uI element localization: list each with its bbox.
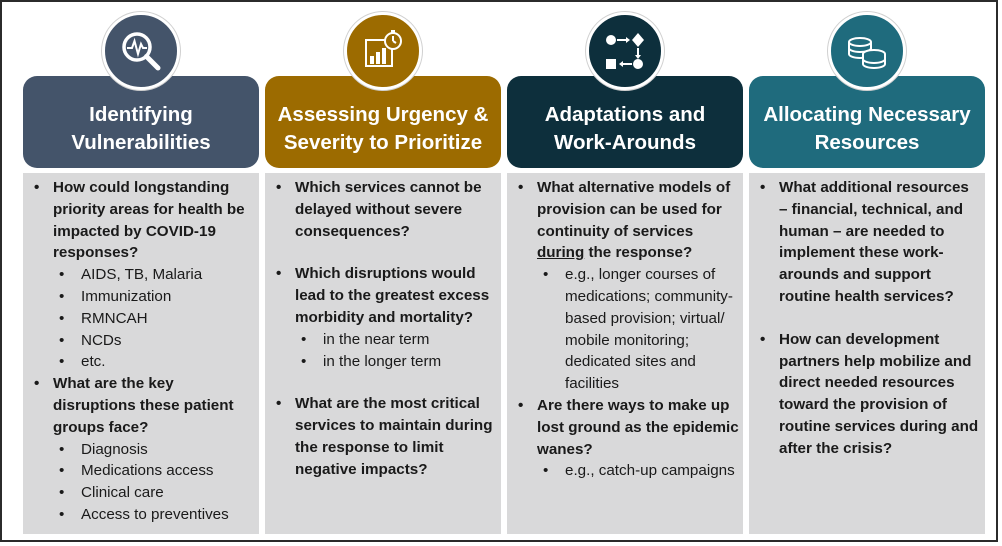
question-text: Which disruptions would lead to the greatest excess morbidity and mortality? bbox=[295, 265, 490, 326]
question-item bbox=[271, 393, 497, 480]
header-line: Vulnerabilities bbox=[71, 131, 211, 154]
question-text: What are the key disruptions these patient groups face? bbox=[53, 375, 234, 436]
sub-item: • etc. bbox=[53, 351, 255, 373]
header-line: Identifying bbox=[89, 103, 193, 126]
question-item bbox=[755, 177, 981, 308]
header-line: Allocating Necessary bbox=[763, 103, 971, 126]
question-item bbox=[271, 177, 497, 242]
sub-item: • Diagnosis bbox=[53, 439, 255, 461]
magnifier-pulse-icon bbox=[102, 12, 180, 90]
question-item bbox=[755, 329, 981, 460]
header-line: Severity to Prioritize bbox=[283, 131, 483, 154]
sub-item: • Clinical care bbox=[53, 482, 255, 504]
question-text: What alternative models of provision can be used for continuity of services bbox=[537, 179, 731, 240]
sub-item: • Immunization bbox=[53, 286, 255, 308]
stopwatch-chart-icon bbox=[344, 12, 422, 90]
question-text: How can development partners help mobilize and direct needed resources toward the provision of routine services during and after the crisis? bbox=[779, 330, 979, 457]
process-flow-icon bbox=[586, 12, 664, 90]
sub-item: • RMNCAH bbox=[53, 308, 255, 330]
question-text: the response? bbox=[584, 244, 693, 262]
spacer bbox=[271, 372, 497, 393]
underlined-word: during bbox=[537, 244, 585, 262]
header-line: Assessing Urgency & bbox=[277, 103, 489, 126]
column-body bbox=[265, 173, 501, 534]
column-assessing-urgency bbox=[265, 0, 501, 546]
sub-item: • Access to preventives bbox=[53, 504, 255, 526]
question-text: Which services cannot be delayed without severe consequences? bbox=[295, 179, 482, 240]
column-allocating-resources bbox=[749, 0, 985, 546]
sub-item: • e.g., longer courses of medications; community-based provision; virtual/ mobile monitoring; dedicated sites and facilities bbox=[537, 264, 739, 395]
column-body bbox=[749, 173, 985, 534]
spacer bbox=[755, 308, 981, 329]
question-item bbox=[29, 373, 255, 526]
question-text: Are there ways to make up lost ground as the epidemic wanes? bbox=[537, 396, 739, 458]
question-text: How could longstanding priority areas for health be impacted by COVID-19 responses? bbox=[53, 179, 245, 262]
column-body bbox=[507, 173, 743, 534]
sub-item: • AIDS, TB, Malaria bbox=[53, 264, 255, 286]
column-body bbox=[23, 173, 259, 534]
header-line: Adaptations and bbox=[544, 103, 706, 126]
header-line: Work-Arounds bbox=[554, 131, 696, 154]
question-text: What additional resources – financial, technical, and human – are needed to implement these work-arounds and support routine health services? bbox=[779, 179, 969, 305]
question-item bbox=[29, 177, 255, 373]
column-identifying-vulnerabilities bbox=[23, 0, 259, 546]
sub-item: • NCDs bbox=[53, 330, 255, 352]
sub-item: • e.g., catch-up campaigns bbox=[537, 460, 739, 482]
sub-item: • Medications access bbox=[53, 460, 255, 482]
question-text: What are the most critical services to maintain during the response to limit negative impacts? bbox=[295, 395, 493, 478]
sub-item: • in the longer term bbox=[295, 351, 497, 373]
sub-item: • in the near term bbox=[295, 329, 497, 351]
question-item bbox=[513, 395, 739, 482]
column-adaptations bbox=[507, 0, 743, 546]
question-item bbox=[271, 263, 497, 372]
header-line: Resources bbox=[814, 131, 920, 154]
question-item bbox=[513, 177, 739, 395]
coins-stack-icon bbox=[828, 12, 906, 90]
spacer bbox=[271, 242, 497, 263]
